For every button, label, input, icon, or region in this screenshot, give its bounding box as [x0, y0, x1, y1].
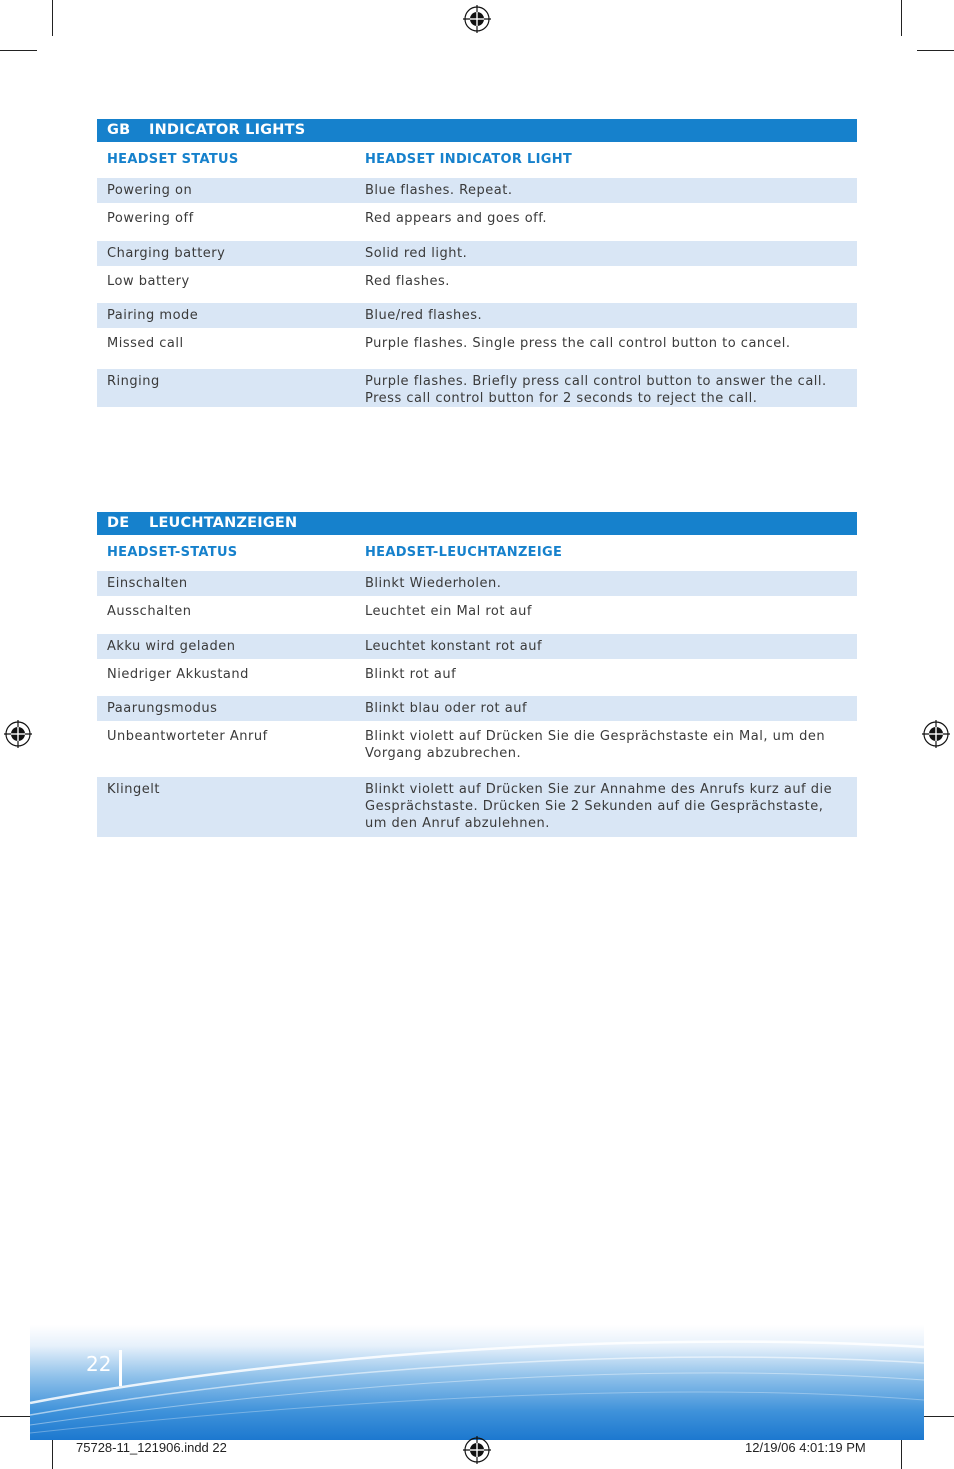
light-cell: Blinkt Wiederholen.: [365, 576, 502, 591]
status-cell: Klingelt: [107, 782, 160, 797]
light-cell: Solid red light.: [365, 246, 468, 261]
indicator-lights-section-gb: [97, 119, 857, 407]
page-number-divider: [119, 1350, 122, 1386]
table-row: [97, 777, 857, 837]
slug-file-name: 75728-11_121906.indd 22: [76, 1440, 227, 1455]
crop-mark: [0, 50, 37, 51]
status-cell: Paarungsmodus: [107, 701, 218, 716]
light-cell: Blue flashes. Repeat.: [365, 183, 513, 198]
status-cell: Einschalten: [107, 576, 188, 591]
column-header-status: HEADSET STATUS: [107, 152, 239, 167]
status-cell: Niedriger Akkustand: [107, 667, 249, 682]
light-cell: Leuchtet konstant rot auf: [365, 639, 543, 654]
section-header-bar: [97, 119, 857, 142]
status-cell: Pairing mode: [107, 308, 199, 323]
light-cell: Purple flashes. Single press the call control button to cancel.: [365, 336, 791, 351]
table-row: [97, 721, 857, 777]
language-code: GB: [107, 122, 131, 138]
slug-timestamp: 12/19/06 4:01:19 PM: [745, 1440, 866, 1455]
indicator-lights-section-de: [97, 512, 857, 837]
column-header-light: HEADSET-LEUCHTANZEIGE: [365, 545, 563, 560]
table-row: [97, 634, 857, 659]
status-cell: Akku wird geladen: [107, 639, 236, 654]
status-cell: Powering on: [107, 183, 193, 198]
table-row: [97, 203, 857, 241]
light-cell: Red appears and goes off.: [365, 211, 548, 226]
status-cell: Charging battery: [107, 246, 226, 261]
page-number: 22: [86, 1352, 112, 1376]
table-row: [97, 659, 857, 696]
table-row: [97, 571, 857, 596]
light-cell: Purple flashes. Briefly press call control button to answer the call. Press call control button for 2 seconds to reject the call.: [365, 374, 827, 406]
light-cell: Blinkt rot auf: [365, 667, 457, 682]
table-row: [97, 178, 857, 203]
table-row: [97, 303, 857, 328]
status-cell: Missed call: [107, 336, 184, 351]
registration-mark-icon: [463, 5, 491, 33]
status-cell: Powering off: [107, 211, 194, 226]
crop-mark: [917, 50, 954, 51]
registration-mark-icon: [463, 1436, 491, 1464]
table-row: [97, 266, 857, 303]
registration-mark-icon: [4, 720, 32, 748]
registration-mark-icon: [922, 720, 950, 748]
light-cell: Blinkt blau oder rot auf: [365, 701, 528, 716]
light-cell: Blue/red flashes.: [365, 308, 483, 323]
status-cell: Ringing: [107, 374, 160, 389]
light-cell: Red flashes.: [365, 274, 450, 289]
column-header-light: HEADSET INDICATOR LIGHT: [365, 152, 573, 167]
language-code: DE: [107, 515, 130, 531]
column-header-status: HEADSET-STATUS: [107, 545, 238, 560]
table-row: [97, 369, 857, 407]
section-header-bar: [97, 512, 857, 535]
table-row: [97, 696, 857, 721]
table-column-headers: [97, 142, 857, 178]
status-cell: Unbeantworteter Anruf: [107, 729, 268, 744]
footer-decorative-band: [30, 1325, 924, 1440]
table-row: [97, 241, 857, 266]
crop-mark: [52, 0, 53, 36]
footer-swoosh: [30, 1325, 924, 1440]
light-cell: Blinkt violett auf Drücken Sie die Gesprächstaste ein Mal, um den Vorgang abzubrechen.: [365, 729, 826, 761]
status-cell: Low battery: [107, 274, 190, 289]
section-title: LEUCHTANZEIGEN: [149, 515, 298, 531]
table-row: [97, 596, 857, 634]
light-cell: Blinkt violett auf Drücken Sie zur Annahme des Anrufs kurz auf die Gesprächstaste. Drücken Sie 2 Sekunden auf die Gesprächstaste, um den Anruf abzulehnen.: [365, 782, 833, 831]
table-column-headers: [97, 535, 857, 571]
crop-mark: [901, 0, 902, 36]
section-title: INDICATOR LIGHTS: [149, 122, 306, 138]
status-cell: Ausschalten: [107, 604, 192, 619]
light-cell: Leuchtet ein Mal rot auf: [365, 604, 532, 619]
table-row: [97, 328, 857, 369]
